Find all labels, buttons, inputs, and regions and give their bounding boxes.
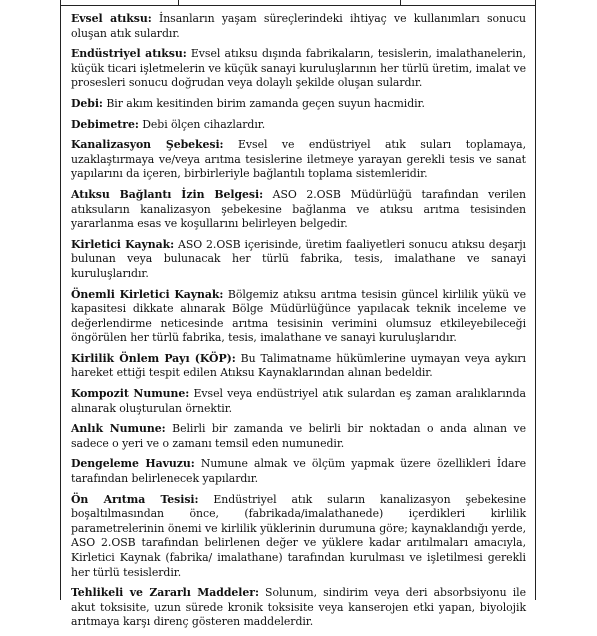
definition-entry: [71, 387, 526, 416]
definition-term: Endüstriyel atıksu:: [71, 47, 187, 61]
definition-entry: [71, 352, 526, 381]
definition-text: Belirli bir zamanda ve belirli bir noktadan o anda alınan ve sadece o yeri ve o zamanı temsil eden numunedir.: [71, 422, 527, 450]
definition-text: İnsanların yaşam süreçlerindeki ihtiyaç ve kullanımları sonucu oluşan atık sulardır.: [71, 12, 527, 40]
definition-entry: [71, 118, 526, 133]
definition-term: Tehlikeli ve Zararlı Maddeler:: [71, 586, 259, 600]
definition-term: Kompozit Numune:: [71, 387, 190, 401]
definition-entry: [71, 457, 526, 486]
definition-text: Bir akım kesitinden birim zamanda geçen suyun hacmidir.: [102, 96, 425, 110]
table-column-divider: [400, 0, 401, 5]
definition-entry: [71, 97, 526, 112]
definition-text: Evsel ve endüstriyel atık suları toplamaya, uzaklaştırmaya ve/veya arıtma tesislerine iletmeye yarayan gerekli tesis ve sanat yapılarını da içeren, birbirleriyle bağlantılı toplama sistemleridir.: [71, 138, 526, 181]
definition-term: Atıksu Bağlantı İzin Belgesi:: [71, 187, 264, 201]
definition-term: Anlık Numune:: [71, 422, 166, 436]
definition-term: Ön Arıtma Tesisi:: [71, 492, 199, 506]
definition-entry: [71, 493, 526, 581]
definition-entry: [71, 288, 526, 346]
definition-entry: [71, 238, 526, 282]
definition-text: ASO 2.OSB Müdürlüğü tarafından verilen atıksuların kanalizasyon şebekesine bağlanma ve atıksu arıtma tesisinden yararlanma esas ve koşullarını belirleyen belgedir.: [71, 187, 526, 231]
definitions-list: [71, 12, 526, 636]
definition-entry: [71, 422, 526, 451]
definition-term: Önemli Kirletici Kaynak:: [71, 287, 224, 301]
definition-entry: [71, 47, 526, 91]
definition-text: Solunum, sindirim veya deri absorbsiyonu ile akut toksisite, uzun sürede kronik toksisite veya kanserojen etki yapan, biyolojik arıtmaya karşı direnç gösteren maddelerdir.: [71, 586, 526, 629]
definition-term: Debimetre:: [71, 117, 139, 131]
definition-text: Bu Talimatname hükümlerine uymayan veya aykırı hareket ettiği tespit edilen Atıksu Kaynaklarından alınan bedeldir.: [71, 351, 526, 380]
definition-term: Kirletici Kaynak:: [71, 237, 175, 251]
definition-term: Debi:: [71, 96, 103, 110]
page-frame-left: [60, 0, 61, 600]
definition-term: Kirlilik Önlem Payı (KÖP):: [71, 351, 236, 365]
definition-text: Evsel veya endüstriyel atık sulardan eş zaman aralıklarında alınarak oluşturulan örnektir.: [71, 387, 526, 415]
definition-text: Bölgemiz atıksu arıtma tesisin güncel kirlilik yükü ve kapasitesi dikkate alınarak Bölge Müdürlüğünce yapılacak teknik inceleme ve değerlendirme neticesinde arıtma tesisinin verimini olumsuz etkileyebileceği öngörülen her türlü fabrika, tesis, imalathane ve sanayi kuruluşlarıdır.: [71, 287, 527, 345]
table-column-divider: [178, 0, 179, 5]
definition-entry: [71, 586, 526, 630]
definition-entry: [71, 138, 526, 182]
definition-text: Debi ölçen cihazlardır.: [138, 117, 266, 131]
table-top-border: [60, 0, 536, 6]
definition-term: Evsel atıksu:: [71, 12, 152, 25]
definition-term: Dengeleme Havuzu:: [71, 457, 195, 471]
definition-text: Endüstriyel atık suların kanalizasyon şebekesine boşaltılmasından önce, (fabrikada/imalathanede) içerdikleri kirlilik parametrelerinin önemi ve kirlilik yüklerinin durumuna göre; kaynaklandığı yerde, ASO 2.OSB tarafından belirlenen değer ve yüklere kadar arıtılmaları amacıyla, Kirletici Kaynak (fabrika/ imalathane) tarafından kurulması ve işletilmesi gerekli her türlü tesislerdir.: [71, 492, 526, 579]
page-frame-right: [535, 0, 536, 600]
definition-text: ASO 2.OSB içerisinde, üretim faaliyetleri sonucu atıksu deşarjı bulunan veya bulunacak her türlü fabrika, tesis, imalathane ve sanayi kuruluşlarıdır.: [71, 237, 526, 280]
definition-term: Kanalizasyon Şebekesi:: [71, 138, 224, 152]
definition-entry: [71, 12, 526, 41]
definition-entry: [71, 188, 526, 232]
definition-text: Evsel atıksu dışında fabrikaların, tesislerin, imalathanelerin, küçük ticari işletmelerin ve küçük sanayi kuruluşlarının her türlü üretim, imalat ve prosesleri sonucu doğrudan veya dolaylı şekilde oluşan sulardır.: [71, 47, 526, 90]
definition-text: Numune almak ve ölçüm yapmak üzere özellikleri İdare tarafından belirlenecek yapılardır.: [71, 457, 526, 486]
